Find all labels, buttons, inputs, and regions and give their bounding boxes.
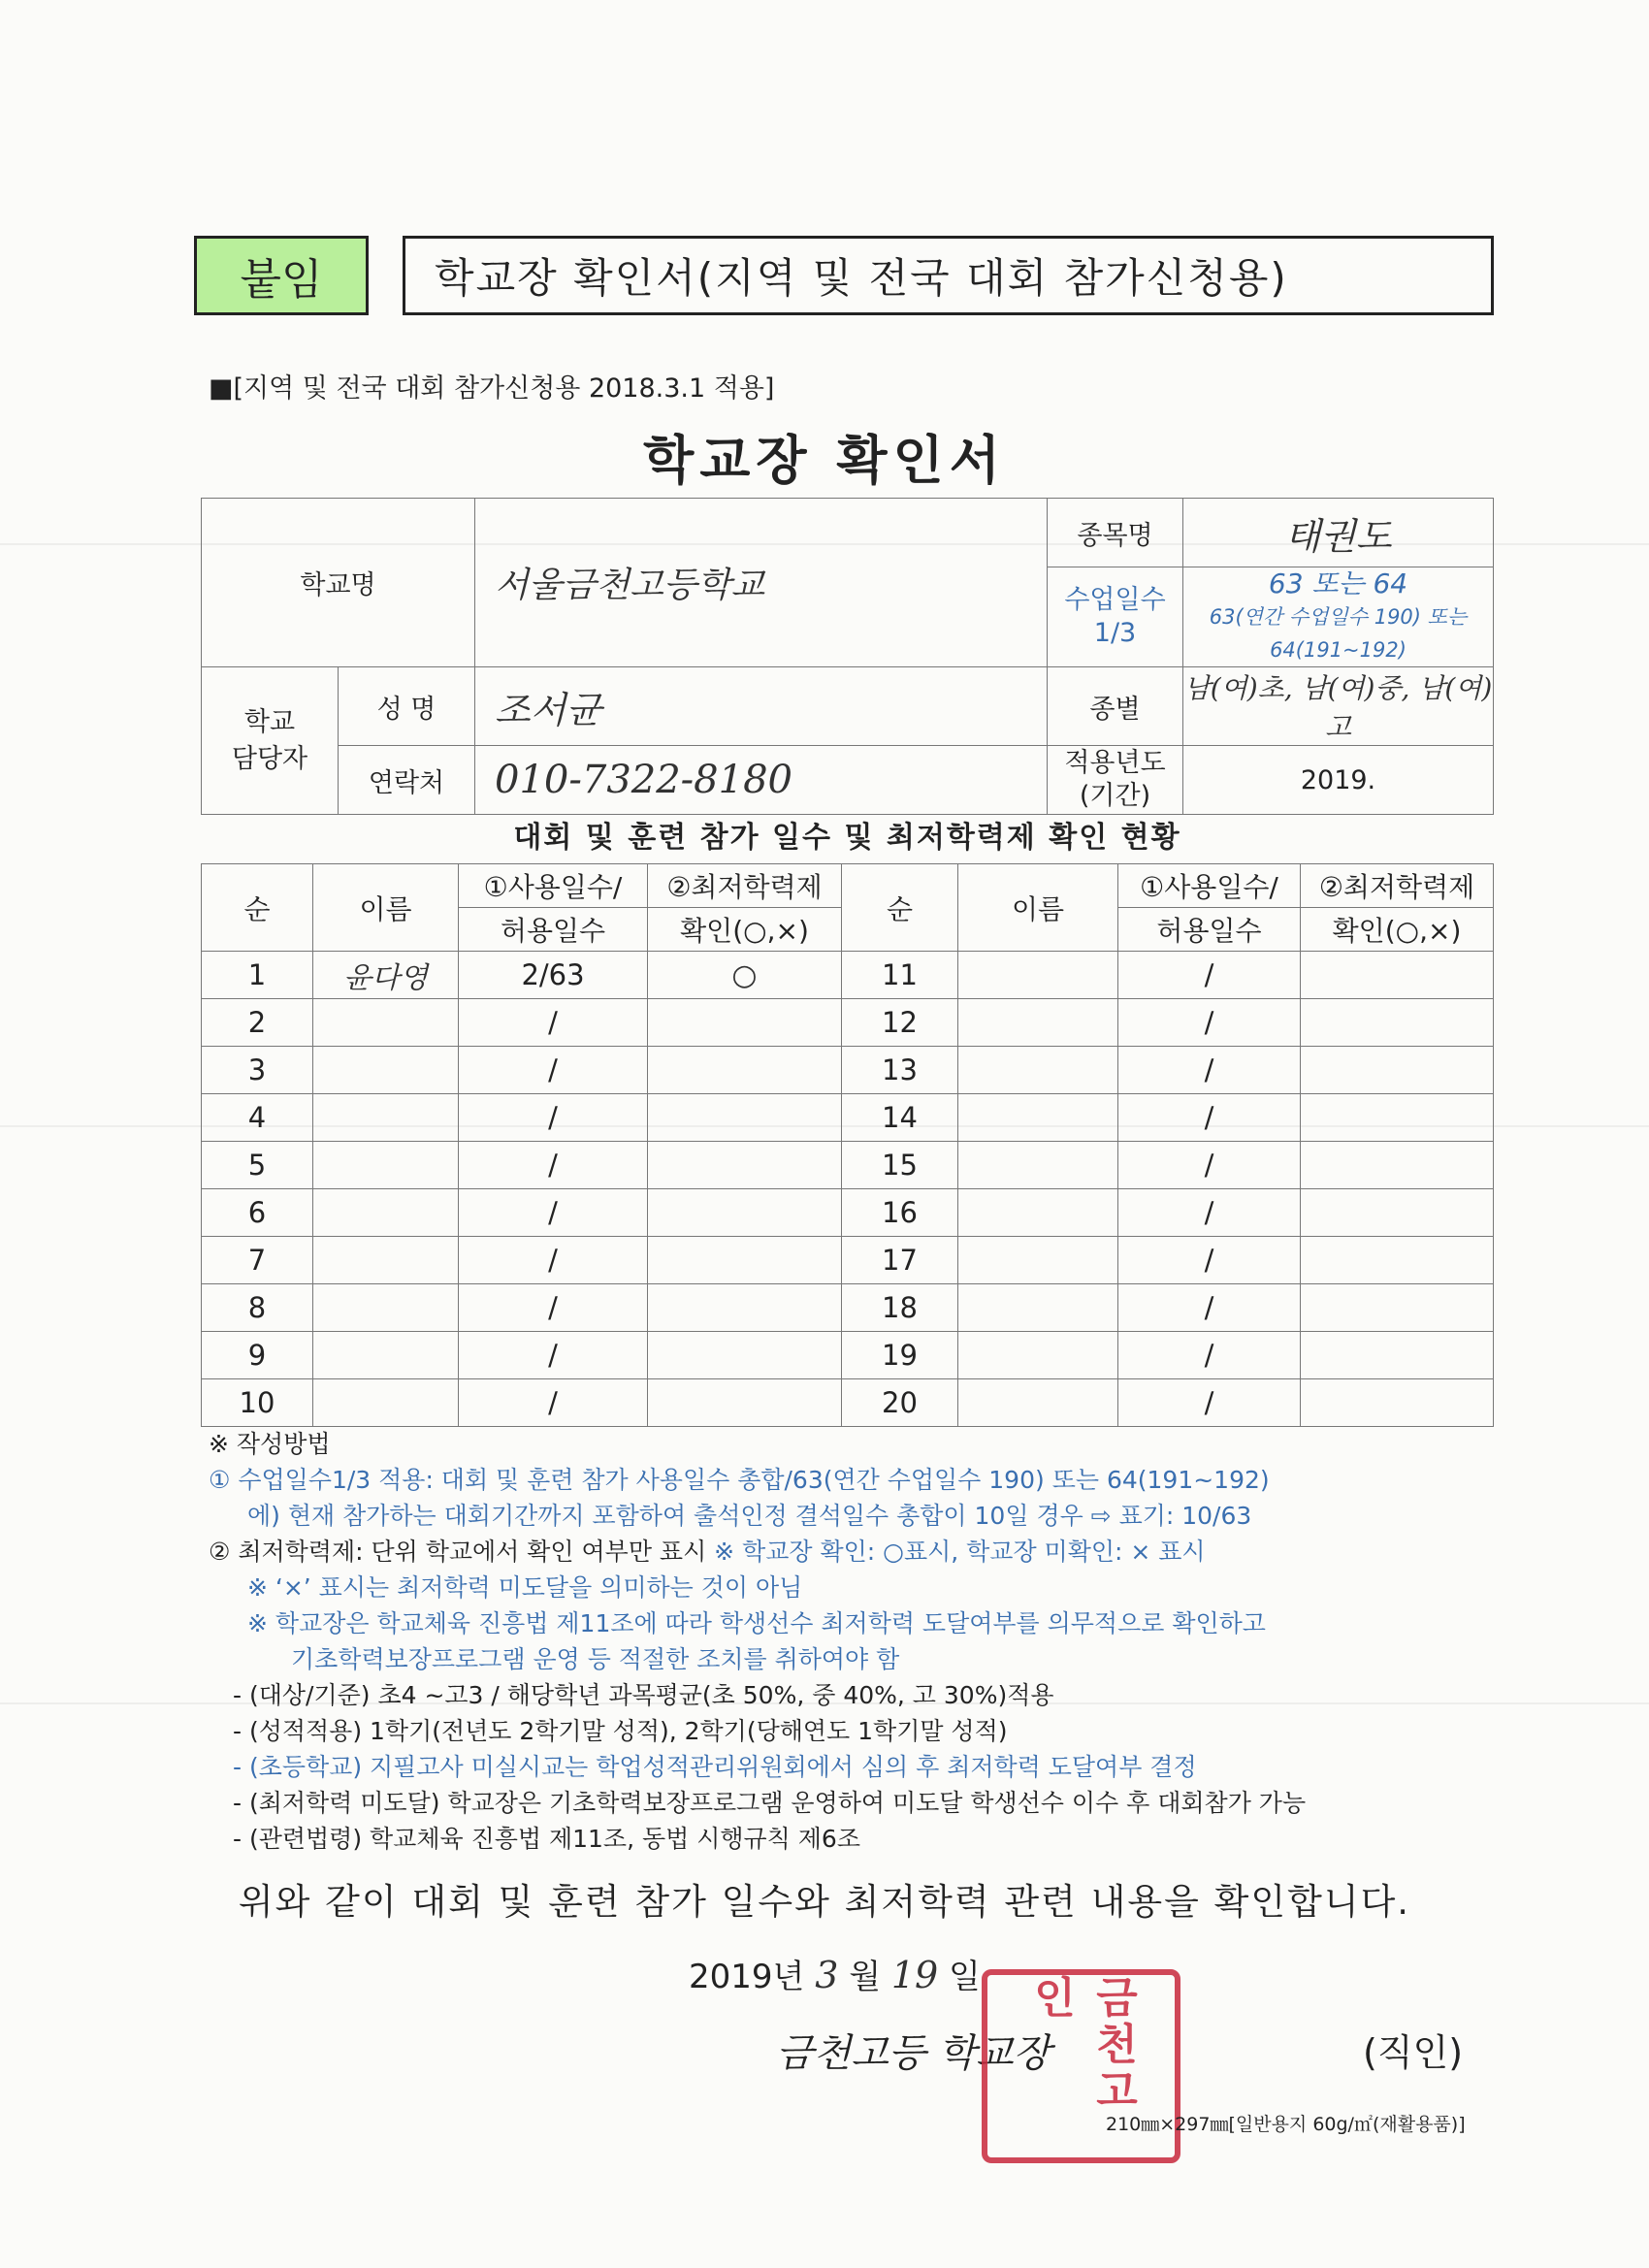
col-name-left: 이름	[313, 864, 459, 952]
row-days-right: /	[1118, 1237, 1301, 1284]
sport-value: 태권도	[1183, 499, 1494, 567]
section-title: 대회 및 훈련 참가 일수 및 최저학력제 확인 현황	[513, 821, 1181, 855]
table-row	[202, 999, 1494, 1047]
staff-label	[202, 667, 339, 815]
notes	[209, 1426, 1499, 1857]
note-5: - (대상/기준) 초4 ~고3 / 해당학년 과목평균(초 50%, 중 40%, 고 30%)적용	[233, 1681, 1054, 1709]
row-no-right: 20	[842, 1379, 958, 1427]
col-name-right: 이름	[958, 864, 1118, 952]
row-check-left	[648, 1284, 842, 1332]
row-no-left: 10	[202, 1379, 313, 1427]
row-days-left: /	[459, 1332, 648, 1379]
subheading: ■[지역 및 전국 대회 참가신청용 2018.3.1 적용]	[209, 373, 775, 404]
table-row	[202, 1047, 1494, 1094]
note-6: - (성적적용) 1학기(전년도 2학기말 성적), 2학기(당해연도 1학기말 성적)	[233, 1717, 1008, 1745]
row-name-left	[313, 999, 459, 1047]
row-name-right	[958, 1379, 1118, 1427]
col-days-right-2: 허용일수	[1118, 908, 1301, 952]
row-name-left	[313, 1237, 459, 1284]
table-row	[202, 1189, 1494, 1237]
row-check-right	[1301, 1284, 1494, 1332]
col-days-right: ①사용일수/	[1118, 864, 1301, 908]
row-no-left: 6	[202, 1189, 313, 1237]
row-check-left: ○	[648, 952, 842, 999]
row-no-left: 1	[202, 952, 313, 999]
row-check-right	[1301, 952, 1494, 999]
row-no-right: 16	[842, 1189, 958, 1237]
row-check-left	[648, 1047, 842, 1094]
row-name-right	[958, 1284, 1118, 1332]
row-no-right: 12	[842, 999, 958, 1047]
row-days-right: /	[1118, 1284, 1301, 1332]
table-row	[202, 952, 1494, 999]
row-name-left	[313, 1189, 459, 1237]
row-check-left	[648, 1189, 842, 1237]
category-value: 남(여)초, 남(여)중, 남(여)고	[1183, 667, 1494, 746]
document-title: 학교장 확인서	[643, 430, 1006, 491]
table-row	[202, 1379, 1494, 1427]
days-label-line2: 1/3	[1093, 618, 1137, 648]
note-2a: ② 최저학력제: 단위 학교에서 확인 여부만 표시	[209, 1538, 707, 1566]
row-no-left: 8	[202, 1284, 313, 1332]
sign-date	[689, 1950, 981, 1997]
row-check-left	[648, 1094, 842, 1142]
date-month-unit: 월	[849, 1958, 882, 1996]
table-row	[202, 1332, 1494, 1379]
days-label	[1048, 567, 1183, 667]
days-value-main: 63 또는 64	[1268, 567, 1408, 599]
date-year: 2019년	[689, 1958, 805, 1996]
row-name-right	[958, 999, 1118, 1047]
row-check-right	[1301, 1237, 1494, 1284]
row-check-right	[1301, 1047, 1494, 1094]
school-label: 학교명	[202, 499, 475, 667]
staff-label-line2: 담당자	[231, 743, 308, 774]
note-9: - (관련법령) 학교체육 진흥법 제11조, 동법 시행규칙 제6조	[233, 1825, 860, 1853]
date-day: 19	[890, 1954, 939, 1996]
year-label-line1: 적용년도	[1064, 748, 1166, 778]
row-check-left	[648, 1379, 842, 1427]
row-days-left: /	[459, 1047, 648, 1094]
notes-heading: ※ 작성방법	[209, 1430, 331, 1458]
date-month: 3	[815, 1954, 839, 1996]
seal-label: (직인)	[1363, 2031, 1464, 2074]
row-check-left	[648, 1142, 842, 1189]
row-check-left	[648, 1332, 842, 1379]
note-4b: 기초학력보장프로그램 운영 등 적절한 조치를 취하여야 함	[291, 1645, 900, 1673]
row-check-right	[1301, 999, 1494, 1047]
year-label-line2: (기간)	[1079, 781, 1151, 811]
row-no-right: 11	[842, 952, 958, 999]
note-2b: ※ 학교장 확인: ○표시, 학교장 미확인: × 표시	[714, 1538, 1206, 1566]
row-days-left: /	[459, 999, 648, 1047]
table-row	[202, 1094, 1494, 1142]
row-name-left	[313, 1379, 459, 1427]
row-no-right: 14	[842, 1094, 958, 1142]
contact-value: 010-7322-8180	[475, 746, 1048, 815]
col-check-left-2: 확인(○,×)	[648, 908, 842, 952]
row-no-right: 13	[842, 1047, 958, 1094]
row-check-right	[1301, 1332, 1494, 1379]
col-days-left: ①사용일수/	[459, 864, 648, 908]
row-days-right: /	[1118, 999, 1301, 1047]
row-no-left: 5	[202, 1142, 313, 1189]
row-days-right: /	[1118, 1379, 1301, 1427]
row-no-left: 2	[202, 999, 313, 1047]
row-no-left: 9	[202, 1332, 313, 1379]
name-label: 성 명	[339, 667, 475, 746]
days-value	[1183, 567, 1494, 667]
category-label: 종별	[1048, 667, 1183, 746]
row-name-right	[958, 1332, 1118, 1379]
note-3: ※ ‘×’ 표시는 최저학력 미도달을 의미하는 것이 아님	[247, 1573, 803, 1602]
row-no-right: 19	[842, 1332, 958, 1379]
official-seal: 금천고인	[982, 1969, 1180, 2163]
row-check-right	[1301, 1142, 1494, 1189]
row-days-right: /	[1118, 1332, 1301, 1379]
contact-label: 연락처	[339, 746, 475, 815]
col-check-right: ②최저학력제	[1301, 864, 1494, 908]
year-label	[1048, 746, 1183, 815]
row-days-right: /	[1118, 952, 1301, 999]
row-name-right	[958, 1047, 1118, 1094]
row-name-left: 윤다영	[313, 952, 459, 999]
row-days-right: /	[1118, 1047, 1301, 1094]
row-days-left: /	[459, 1379, 648, 1427]
col-days-left-2: 허용일수	[459, 908, 648, 952]
days-label-line1: 수업일수	[1064, 585, 1166, 615]
row-no-right: 18	[842, 1284, 958, 1332]
header-title: 학교장 확인서(지역 및 전국 대회 참가신청용)	[403, 236, 1494, 315]
row-name-right	[958, 1094, 1118, 1142]
col-check-right-2: 확인(○,×)	[1301, 908, 1494, 952]
sport-label: 종목명	[1048, 499, 1183, 567]
row-name-left	[313, 1142, 459, 1189]
note-7: - (초등학교) 지필고사 미실시교는 학업성적관리위원회에서 심의 후 최저학력 도달여부 결정	[233, 1753, 1197, 1781]
row-days-right: /	[1118, 1189, 1301, 1237]
row-check-right	[1301, 1094, 1494, 1142]
col-no-left: 순	[202, 864, 313, 952]
note-2	[209, 1534, 1499, 1570]
note-4a: ※ 학교장은 학교체육 진흥법 제11조에 따라 학생선수 최저학력 도달여부를 의무적으로 확인하고	[247, 1609, 1266, 1637]
paper-spec: 210㎜×297㎜[일반용지 60g/㎡(재활용품)]	[1106, 2114, 1466, 2135]
confirm-statement: 위와 같이 대회 및 훈련 참가 일수와 최저학력 관련 내용을 확인합니다.	[238, 1881, 1411, 1923]
row-days-left: /	[459, 1189, 648, 1237]
row-no-left: 3	[202, 1047, 313, 1094]
row-days-left: 2/63	[459, 952, 648, 999]
name-value: 조서균	[475, 667, 1048, 746]
principal-signature: 금천고등 학교장	[776, 2031, 1051, 2076]
date-day-unit: 일	[949, 1958, 981, 1996]
row-days-left: /	[459, 1142, 648, 1189]
note-1a: ① 수업일수1/3 적용: 대회 및 훈련 참가 사용일수 총합/63(연간 수업일수 190) 또는 64(191~192)	[209, 1466, 1270, 1494]
row-check-right	[1301, 1379, 1494, 1427]
table-row	[202, 1237, 1494, 1284]
days-value-note: 63(연간 수업일수 190) 또는 64(191~192)	[1209, 605, 1468, 662]
row-name-left	[313, 1047, 459, 1094]
info-table	[201, 498, 1494, 815]
row-no-right: 17	[842, 1237, 958, 1284]
attachment-tag: 붙임	[194, 236, 369, 315]
table-row	[202, 1284, 1494, 1332]
row-days-left: /	[459, 1284, 648, 1332]
roster-table	[201, 863, 1494, 1427]
row-no-left: 4	[202, 1094, 313, 1142]
row-name-left	[313, 1094, 459, 1142]
row-name-right	[958, 1189, 1118, 1237]
note-1b: 에) 현재 참가하는 대회기간까지 포함하여 출석인정 결석일수 총합이 10일 경우 ⇨ 표기: 10/63	[247, 1502, 1252, 1530]
row-check-left	[648, 1237, 842, 1284]
row-name-right	[958, 952, 1118, 999]
row-check-right	[1301, 1189, 1494, 1237]
row-days-left: /	[459, 1094, 648, 1142]
row-name-left	[313, 1284, 459, 1332]
row-name-right	[958, 1142, 1118, 1189]
staff-label-line1: 학교	[243, 706, 296, 737]
col-no-right: 순	[842, 864, 958, 952]
row-name-right	[958, 1237, 1118, 1284]
col-check-left: ②최저학력제	[648, 864, 842, 908]
school-value: 서울금천고등학교	[475, 499, 1048, 667]
row-no-right: 15	[842, 1142, 958, 1189]
row-no-left: 7	[202, 1237, 313, 1284]
year-value: 2019.	[1183, 746, 1494, 815]
row-days-left: /	[459, 1237, 648, 1284]
row-name-left	[313, 1332, 459, 1379]
table-row	[202, 1142, 1494, 1189]
note-8: - (최저학력 미도달) 학교장은 기초학력보장프로그램 운영하여 미도달 학생선수 이수 후 대회참가 가능	[233, 1789, 1307, 1817]
row-days-right: /	[1118, 1142, 1301, 1189]
row-check-left	[648, 999, 842, 1047]
row-days-right: /	[1118, 1094, 1301, 1142]
